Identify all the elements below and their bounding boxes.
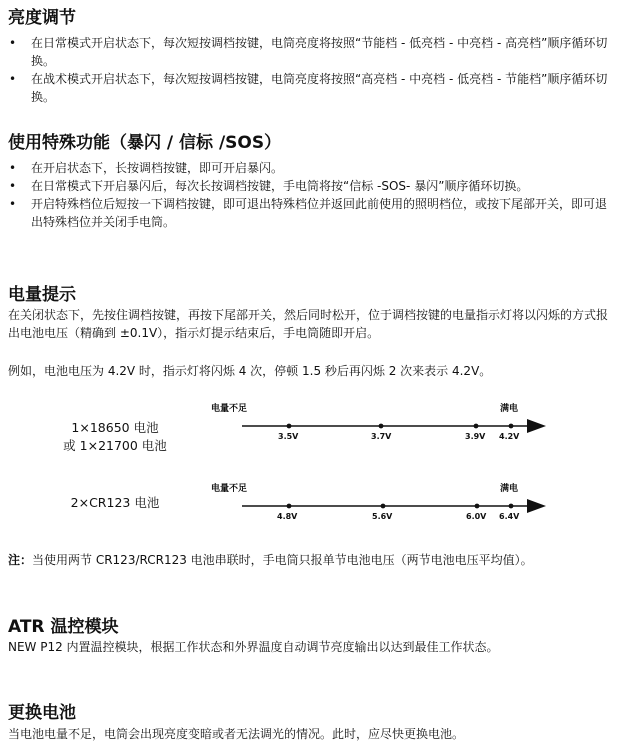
bullet-icon: • [9,197,17,211]
tick-label: 4.2V [499,432,520,441]
low-battery-label-2: 电量不足 [211,484,248,494]
list-item: • 在开启状态下，长按调档按键，即可开启暴闪。 [9,161,284,175]
arrow-head-icon-2 [527,499,546,513]
tick-dot [379,424,384,429]
low-battery-label-1: 电量不足 [211,404,248,414]
arrow-head-icon-1 [527,419,546,433]
tick-label: 4.8V [277,512,298,521]
bullet-icon: • [9,179,17,193]
tick-dot [509,424,514,429]
note-text: 当使用两节 CR123/RCR123 电池串联时，手电筒只报单节电池电压（两节电池电压平均值）。 [32,553,533,567]
atr-heading: ATR 温控模块 [8,617,119,637]
bullet-icon: • [9,36,17,50]
special-heading: 使用特殊功能（暴闪 / 信标 /SOS） [8,133,282,153]
tick-label: 6.4V [499,512,520,521]
tick-label: 3.5V [278,432,299,441]
list-item: • 开启特殊档位后短按一下调档按键，即可退出特殊档位并返回此前使用的照明档位，或按下尾部开关，即可退出特殊档位并关闭手电筒。 [9,197,608,229]
tick-dot [381,504,386,509]
replace-battery-description: 当电池电量不足，电筒会出现亮度变暗或者无法调光的情况。此时，应尽快更换电池。 [8,727,465,741]
battery-example: 例如，电池电压为 4.2V 时，指示灯将闪烁 4 次，停顿 1.5 秒后再闪烁 2 次来表示 4.2V。 [8,364,492,378]
brightness-heading: 亮度调节 [8,8,76,28]
tick-label: 3.9V [465,432,486,441]
battery-type-label-1: 1×18650 电池 或 1×21700 电池 [63,420,167,453]
list-item: • 在日常模式下开启暴闪后，每次长按调档按键，手电筒将按“信标 -SOS- 暴闪”顺序循环切换。 [9,179,529,193]
battery-description: 在关闭状态下，先按住调档按键，再按下尾部开关，然后同时松开，位于调档按键的电量指示灯将以闪烁的方式报出电池电压（精确到 ±0.1V），指示灯提示结束后，手电筒随即开启。 [8,308,609,340]
tick-dot [287,424,292,429]
list-item: • 在战术模式开启状态下，每次短按调档按键，电筒亮度将按照“高亮档 - 中亮档 - 低亮档 - 节能档”顺序循环切换。 [9,72,608,104]
tick-dot [475,504,480,509]
note-prefix: 注： [8,553,33,567]
atr-description: NEW P12 内置温控模块，根据工作状态和外界温度自动调节亮度输出以达到最佳工作状态。 [8,640,499,654]
tick-dot [474,424,479,429]
tick-label: 6.0V [466,512,487,521]
tick-dot [287,504,292,509]
battery-heading: 电量提示 [8,285,76,305]
full-battery-label-2: 满电 [500,484,519,494]
tick-label: 3.7V [371,432,392,441]
battery-type-label-2: 2×CR123 电池 [70,495,160,510]
battery-note [8,551,612,569]
full-battery-label-1: 满电 [500,404,519,414]
tick-label: 5.6V [372,512,393,521]
bullet-icon: • [9,72,17,86]
bullet-icon: • [9,161,17,175]
list-item: • 在日常模式开启状态下，每次短按调档按键，电筒亮度将按照“节能档 - 低亮档 - 中亮档 - 高亮档”顺序循环切换。 [9,36,608,68]
tick-dot [509,504,514,509]
replace-battery-heading: 更换电池 [8,703,76,723]
